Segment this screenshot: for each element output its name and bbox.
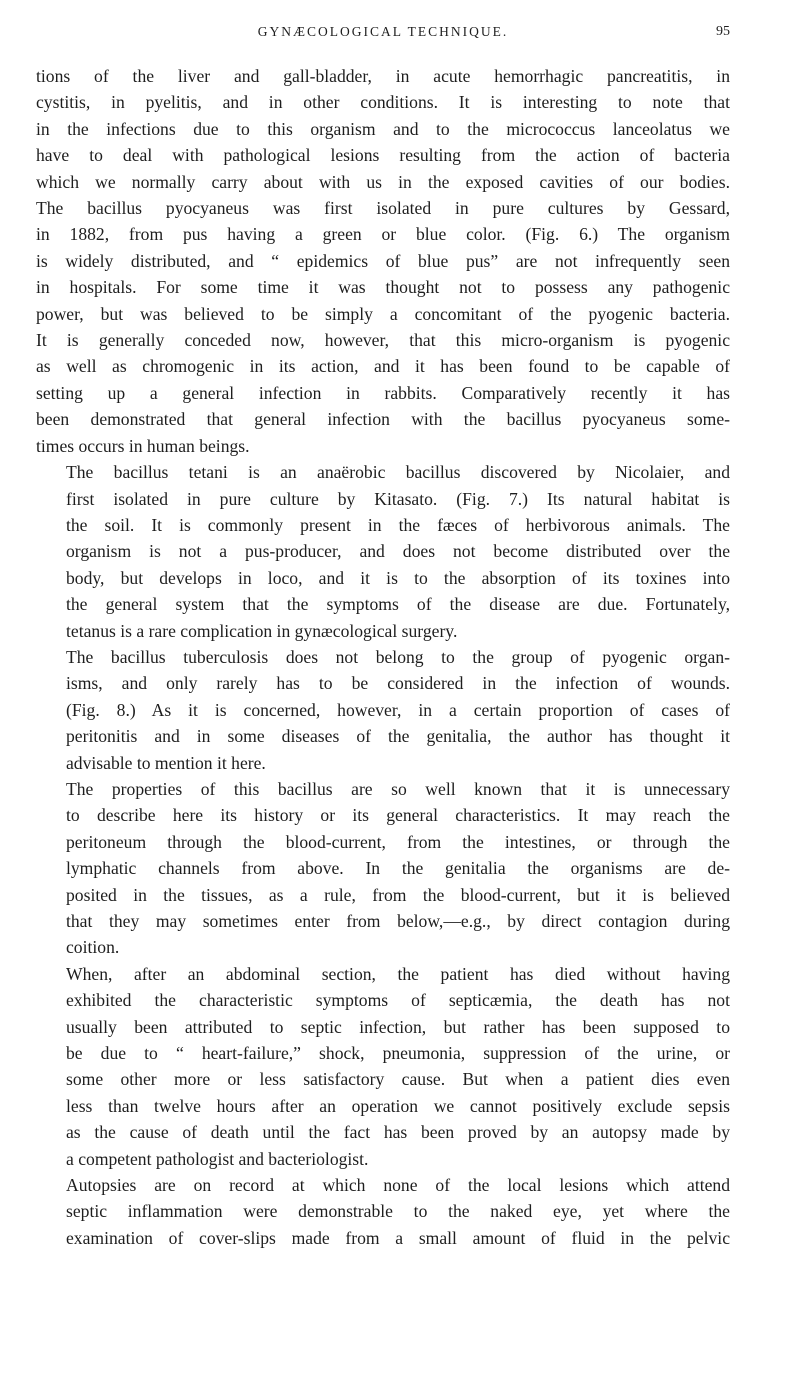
paragraph: [36, 776, 730, 961]
text-line: in 1882, from pus having a green or blue color. (Fig. 6.) The organism: [36, 224, 730, 245]
text-line: posited in the tissues, as a rule, from the blood-current, but it is believed: [66, 884, 730, 905]
text-line: Autopsies are on record at which none of the local lesions which attend: [66, 1175, 730, 1196]
text-line: advisable to mention it here.: [66, 752, 266, 773]
paragraph: [36, 459, 730, 644]
text-line: in the infections due to this organism and to the micrococcus lanceolatus we: [36, 118, 730, 139]
text-line: the soil. It is commonly present in the fæces of herbivorous animals. The: [66, 514, 730, 535]
paragraph: [36, 644, 730, 776]
text-line: as well as chromogenic in its action, and it has been found to be capable of: [36, 356, 730, 377]
text-line: in hospitals. For some time it was thought not to possess any pathogenic: [36, 277, 730, 298]
text-line: examination of cover-slips made from a small amount of fluid in the pelvic: [66, 1227, 730, 1248]
text-line: which we normally carry about with us in the exposed cavities of our bodies.: [36, 171, 730, 192]
text-line: septic inflammation were demonstrable to the naked eye, yet where the: [66, 1201, 730, 1222]
text-line: usually been attributed to septic infection, but rather has been supposed to: [66, 1016, 730, 1037]
text-line: setting up a general infection in rabbits. Comparatively recently it has: [36, 382, 730, 403]
body-text: [36, 63, 730, 1251]
text-line: less than twelve hours after an operation we cannot positively exclude sepsis: [66, 1095, 730, 1116]
text-line: It is generally conceded now, however, that this micro-organism is pyogenic: [36, 330, 730, 351]
text-line: When, after an abdominal section, the patient has died without having: [66, 963, 730, 984]
text-line: peritonitis and in some diseases of the genitalia, the author has thought it: [66, 726, 730, 747]
text-line: that they may sometimes enter from below,—e.g., by direct contagion during: [66, 911, 730, 931]
text-line: The bacillus pyocyaneus was first isolated in pure cultures by Gessard,: [36, 198, 730, 219]
text-line: tions of the liver and gall-bladder, in acute hemorrhagic pancreatitis, in: [36, 66, 730, 86]
paragraph: [36, 63, 730, 459]
page-number: 95: [716, 24, 730, 39]
text-line: a competent pathologist and bacteriologist.: [66, 1148, 369, 1169]
text-line: (Fig. 8.) As it is concerned, however, in a certain proportion of cases of: [66, 699, 730, 720]
text-line: the general system that the symptoms of the disease are due. Fortunately,: [66, 594, 730, 615]
text-line: peritoneum through the blood-current, from the intestines, or through the: [66, 831, 730, 852]
running-head: [36, 24, 730, 44]
text-line: The bacillus tetani is an anaërobic bacillus discovered by Nicolaier, and: [66, 462, 730, 483]
text-line: isms, and only rarely has to be considered in the infection of wounds.: [66, 673, 730, 694]
text-line: coition.: [66, 937, 120, 958]
paragraph: [36, 1172, 730, 1251]
text-line: been demonstrated that general infection with the bacillus pyocyaneus some-: [36, 409, 730, 430]
text-line: have to deal with pathological lesions resulting from the action of bacteria: [36, 145, 730, 166]
text-line: cystitis, in pyelitis, and in other conditions. It is interesting to note that: [36, 92, 730, 113]
text-line: lymphatic channels from above. In the genitalia the organisms are de-: [66, 858, 730, 879]
text-line: organism is not a pus-producer, and does not become distributed over the: [66, 541, 730, 562]
running-head-title: GYNÆCOLOGICAL TECHNIQUE.: [257, 24, 509, 39]
text-line: times occurs in human beings.: [36, 435, 250, 456]
text-line: as the cause of death until the fact has been proved by an autopsy made by: [66, 1122, 730, 1143]
text-line: first isolated in pure culture by Kitasato. (Fig. 7.) Its natural habitat is: [66, 488, 730, 509]
text-line: body, but develops in loco, and it is to the absorption of its toxines into: [66, 567, 730, 588]
text-line: be due to “ heart-failure,” shock, pneumonia, suppression of the urine, or: [66, 1043, 730, 1064]
text-line: power, but was believed to be simply a concomitant of the pyogenic bacteria.: [36, 303, 730, 324]
paragraph: [36, 961, 730, 1172]
text-line: The bacillus tuberculosis does not belong to the group of pyogenic organ-: [66, 646, 730, 667]
text-line: tetanus is a rare complication in gynæcological surgery.: [66, 620, 458, 641]
text-line: is widely distributed, and “ epidemics of blue pus” are not infrequently seen: [36, 250, 730, 271]
text-line: The properties of this bacillus are so well known that it is unnecessary: [66, 778, 730, 799]
text-line: exhibited the characteristic symptoms of septicæmia, the death has not: [66, 990, 730, 1011]
text-line: to describe here its history or its general characteristics. It may reach the: [66, 805, 730, 826]
text-line: some other more or less satisfactory cause. But when a patient dies even: [66, 1069, 730, 1090]
